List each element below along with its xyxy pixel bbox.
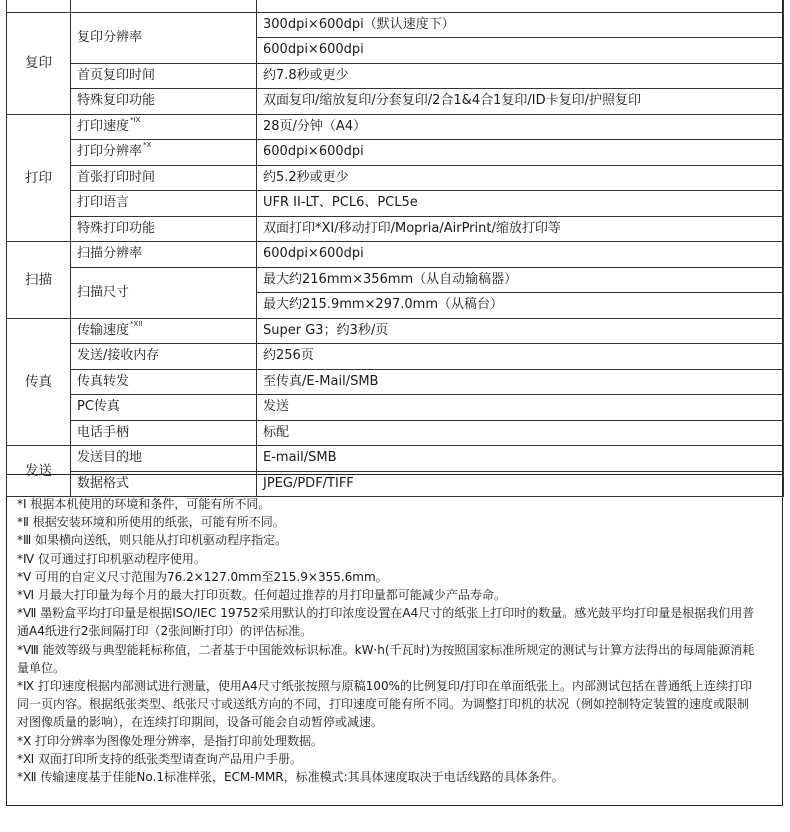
spec-value: 约256页	[257, 344, 784, 370]
footnote-item: *Ⅵ 月最大打印量为每个月的最大打印页数。任何超过推荐的月打印量都可能减少产品寿命。	[17, 588, 506, 603]
spec-label: 打印语言	[71, 191, 257, 217]
spec-value: 双面打印*XI/移动打印/Mopria/AirPrint/缩放打印等	[257, 216, 784, 242]
spec-label: 扫描分辨率	[71, 242, 257, 268]
footnote-item: *Ⅷ 能效等级与典型能耗标称值，二者基于中国能效标识标准。kW·h(千瓦时)为按照国家标准所规定的测试与计算方法得出的每周能源消耗量单位。	[17, 642, 755, 675]
spec-value: 标配	[257, 420, 784, 446]
footnote-ref: *X	[143, 141, 152, 150]
spec-label: PC传真	[71, 395, 257, 421]
table-bottom-border	[6, 474, 783, 475]
spec-label: 传真转发	[71, 369, 257, 395]
spec-label: 打印分辨率$^{*X}$	[71, 140, 257, 166]
spec-label: 首张打印时间	[71, 165, 257, 191]
spec-label: 发送/接收内存	[71, 344, 257, 370]
footnote-item: *Ⅶ 墨粉盒平均打印量是根据ISO/IEC 19752采用默认的打印浓度设置在A4尺寸的纸张上打印时的数量。感光鼓平均打印量是根据我们用普通A4纸进行2张间隔打印（2张间断打印）的评估标准。	[17, 606, 755, 639]
footnote-item: *Ⅸ 打印速度根据内部测试进行测量，使用A4尺寸纸张按照与原稿100%的比例复印/打印在单面纸张上。内部测试包括在普通纸上连续打印同一页内容。根据纸张类型、纸张尺寸或送纸方向的不同，打印速度可能有所不同。为调整打印机的状况（例如控制特定装置的速度或限制对图像质量的影响），在连续打印期间，设备可能会自动暂停或减速。	[17, 679, 753, 730]
spec-value: 28页/分钟（A4）	[257, 114, 784, 140]
table-row	[7, 191, 784, 217]
footnote-item: *Ⅺ 双面打印所支持的纸张类型请查询产品用户手册。	[17, 751, 303, 766]
spec-label: 扫描尺寸	[71, 267, 257, 318]
footnote-item: *Ⅱ 根据安装环境和所使用的纸张，可能有所不同。	[17, 515, 285, 530]
spec-value: 约5.2秒或更少	[257, 165, 784, 191]
spec-label: 首页复印时间	[71, 63, 257, 89]
table-row	[7, 114, 784, 140]
spec-value: 约7.8秒或更少	[257, 63, 784, 89]
footnote-ref: *XII	[130, 319, 143, 328]
spec-label: 数据格式	[71, 471, 257, 497]
spec-label: 复印分辨率	[71, 12, 257, 63]
table-row	[7, 216, 784, 242]
table-row	[7, 63, 784, 89]
spec-value: Super G3；约3秒/页	[257, 318, 784, 344]
table-row-partial	[7, 0, 784, 12]
spec-value: 双面复印/缩放复印/分套复印/2合1&4合1复印/ID卡复印/护照复印	[257, 89, 784, 115]
table-row	[7, 267, 784, 293]
table-row	[7, 395, 784, 421]
spec-label: 打印速度$^{*IX}$	[71, 114, 257, 140]
spec-value: E-mail/SMB	[257, 446, 784, 472]
footnote-item: *Ⅲ 如果横向送纸，则只能从打印机驱动程序指定。	[17, 533, 288, 548]
category-cell: 传真	[7, 318, 71, 446]
spec-value: 最大约216mm×356mm（从自动输稿器）	[257, 267, 784, 293]
footnote-ref: *IX	[130, 115, 141, 124]
spec-label: 电话手柄	[71, 420, 257, 446]
table-row	[7, 420, 784, 446]
table-row	[7, 446, 784, 472]
footnote-item: *Ⅻ 传输速度基于佳能No.1标准样张，ECM-MMR，标准模式:其具体速度取决于电话线路的具体条件。	[17, 770, 564, 785]
category-cell: 复印	[7, 12, 71, 114]
table-row	[7, 242, 784, 268]
footnote-item: *Ⅰ 根据本机使用的环境和条件，可能有所不同。	[17, 497, 271, 511]
spec-value: 600dpi×600dpi	[257, 140, 784, 166]
spec-label: 发送目的地	[71, 446, 257, 472]
footnote-item: *Ⅴ 可用的自定义尺寸范围为76.2×127.0mm至215.9×355.6mm。	[17, 569, 388, 584]
table-row	[7, 12, 784, 38]
spec-value: 发送	[257, 395, 784, 421]
table-row	[7, 344, 784, 370]
spec-value: 600dpi×600dpi	[257, 38, 784, 64]
category-cell: 打印	[7, 114, 71, 242]
category-cell: 发送	[7, 446, 71, 497]
spec-value: UFR II-LT、PCL6、PCL5e	[257, 191, 784, 217]
table-row	[7, 318, 784, 344]
table-row	[7, 369, 784, 395]
footnotes	[17, 495, 757, 786]
spec-label: 特殊复印功能	[71, 89, 257, 115]
spec-value: 最大约215.9mm×297.0mm（从稿台）	[257, 293, 784, 319]
table-row	[7, 165, 784, 191]
spec-label: 特殊打印功能	[71, 216, 257, 242]
spec-value: 600dpi×600dpi	[257, 242, 784, 268]
spec-table	[6, 0, 784, 497]
spec-value: JPEG/PDF/TIFF	[257, 471, 784, 497]
footnote-item: *Ⅳ 仅可通过打印机驱动程序使用。	[17, 551, 206, 566]
spec-value: 至传真/E-Mail/SMB	[257, 369, 784, 395]
table-row	[7, 140, 784, 166]
spec-label: 传输速度$^{*XII}$	[71, 318, 257, 344]
table-row	[7, 89, 784, 115]
footnote-item: *Ⅹ 打印分辨率为图像处理分辨率，是指打印前处理数据。	[17, 733, 324, 748]
spec-value: 300dpi×600dpi（默认速度下）	[257, 12, 784, 38]
category-cell: 扫描	[7, 242, 71, 319]
